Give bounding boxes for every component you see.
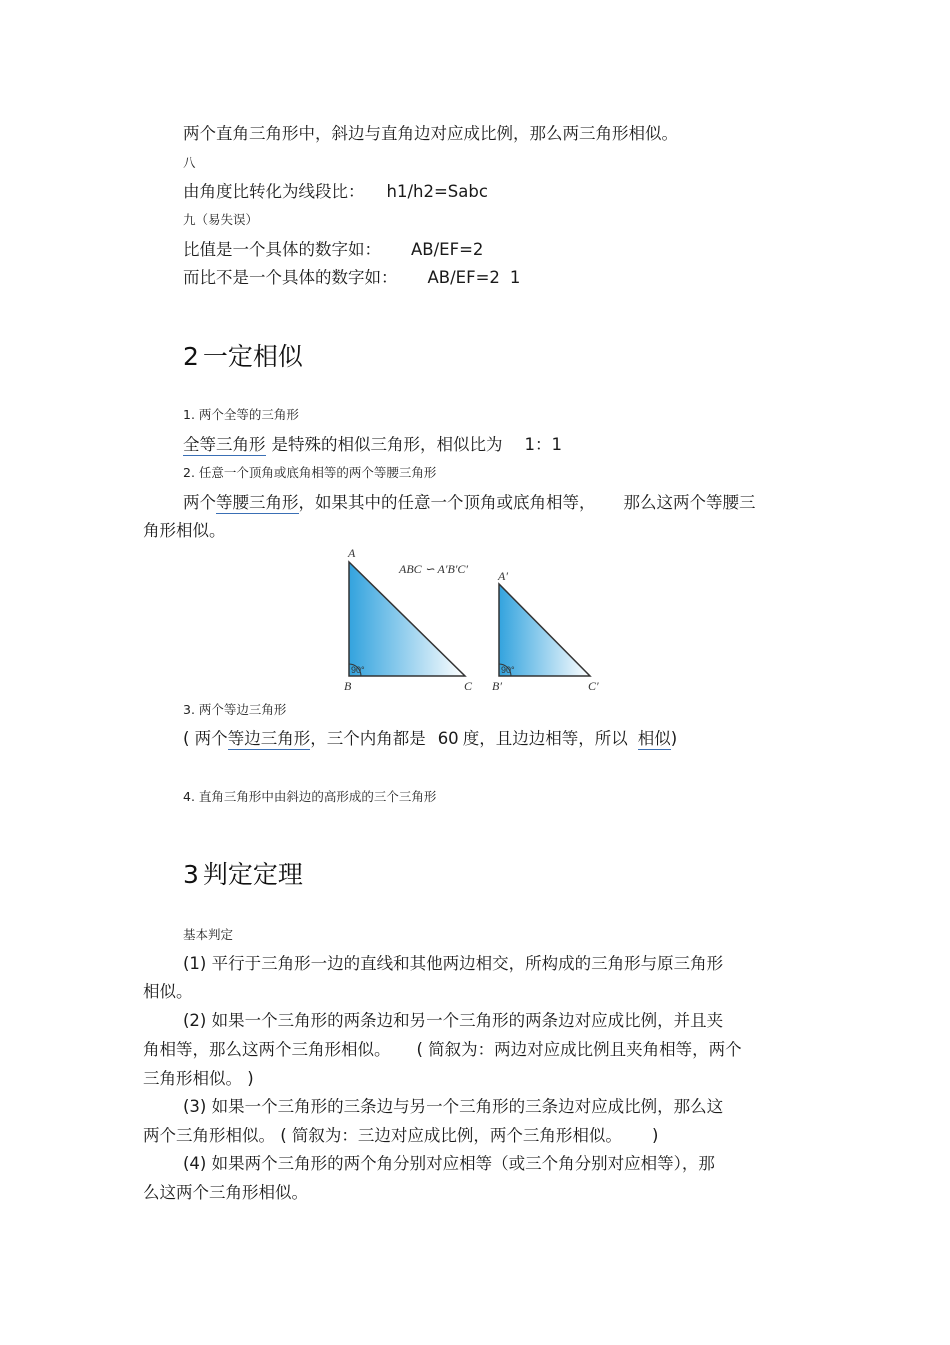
angle-ratio-text: 由角度比转化为线段比：: [183, 182, 365, 201]
vertex-label-b-prime: B′: [492, 679, 502, 693]
angle-label-abc: 90°: [351, 665, 365, 675]
section-3-heading: [183, 859, 303, 891]
item-2-pre: 两个: [183, 493, 216, 512]
congruent-triangle-link[interactable]: 全等三角形: [183, 435, 266, 454]
text-line-angle-ratio: [183, 181, 488, 203]
item-3-label: 3. 两个等边三角形: [183, 702, 287, 717]
criterion-3-b-close: ): [651, 1126, 659, 1145]
ratio-value-formula: AB/EF=2: [411, 240, 484, 259]
criterion-2-line-b: [143, 1039, 742, 1061]
similarity-caption: ABC ∽ A′B′C′: [399, 562, 469, 576]
vertex-label-a-prime: A′: [498, 569, 508, 583]
ratio-not-value-tail: 1: [509, 268, 521, 287]
triangle-abc: [349, 562, 465, 676]
label-nine: 九（易失误）: [183, 212, 259, 227]
criterion-2-line-a: (2) 如果一个三角形的两条边和另一个三角形的两条边对应成比例，并且夹: [183, 1011, 724, 1030]
criterion-4-line-b: 么这两个三角形相似。: [143, 1183, 308, 1202]
item-2-text: ，如果其中的任意一个顶角或底角相等，: [298, 493, 596, 512]
triangle-a-prime: [499, 584, 590, 676]
item-2-label: 2. 任意一个顶角或底角相等的两个等腰三角形: [183, 465, 437, 480]
vertex-label-c: C: [464, 679, 473, 693]
item-3-close: ): [670, 729, 678, 748]
section-2-title: 一定相似: [202, 342, 303, 371]
item-3-open: ( 两个: [183, 729, 228, 748]
ratio-not-value-text: 而比不是一个具体的数字如：: [183, 268, 398, 287]
criterion-1-line-a: (1) 平行于三角形一边的直线和其他两边相交，所构成的三角形与原三角形: [183, 954, 724, 973]
criterion-2-line-c: 三角形相似。 ): [143, 1069, 254, 1088]
vertex-label-c-prime: C′: [588, 679, 599, 693]
angle-ratio-formula: h1/h2=Sabc: [386, 182, 488, 201]
item-1-ratio: 1：1: [524, 435, 562, 454]
item-1-body: [183, 434, 562, 456]
item-3-body: [183, 728, 677, 750]
equilateral-triangle-link[interactable]: 等边三角形: [227, 729, 311, 748]
vertex-label-a: A: [348, 546, 356, 560]
criterion-3-line-b: [143, 1125, 658, 1147]
item-2-continuation: 角形相似。: [143, 521, 226, 540]
ratio-not-value-formula: AB/EF=2: [427, 268, 500, 287]
section-3-number: 3: [183, 860, 199, 889]
item-3-number: 60: [437, 729, 459, 748]
item-3-text: ，三个内角都是: [310, 729, 426, 748]
criterion-3-line-a: (3) 如果一个三角形的三条边与另一个三角形的三条边对应成比例，那么这: [183, 1097, 724, 1116]
criterion-2-b-text: 角相等，那么这两个三角形相似。: [143, 1040, 391, 1059]
item-1-text: 是特殊的相似三角形，相似比为: [271, 435, 503, 454]
similar-link[interactable]: 相似: [637, 729, 671, 748]
similar-triangles-figure: [340, 545, 610, 695]
criterion-3-b-text: 两个三角形相似。 ( 简叙为：三边对应成比例，两个三角形相似。: [143, 1126, 622, 1145]
item-4-label: 4. 直角三角形中由斜边的高形成的三个三角形: [183, 789, 437, 804]
section-3-title: 判定定理: [202, 860, 303, 889]
item-1-label: 1. 两个全等的三角形: [183, 407, 299, 422]
criterion-4-line-a: (4) 如果两个三角形的两个角分别对应相等（或三个角分别对应相等），那: [183, 1154, 715, 1173]
text-line-ratio-value: [183, 239, 483, 261]
isosceles-triangle-link[interactable]: 等腰三角形: [216, 493, 299, 512]
item-3-text2: 度，且边边相等，所以: [462, 729, 628, 748]
label-eight: 八: [183, 155, 196, 170]
text-line-right-triangle-rule: 两个直角三角形中，斜边与直角边对应成比例，那么两三角形相似。: [183, 124, 678, 143]
section-2-number: 2: [183, 342, 199, 371]
angle-label-a-prime: 90°: [501, 665, 515, 675]
item-2-tail: 那么这两个等腰三: [623, 493, 756, 512]
section-2-heading: [183, 341, 303, 373]
ratio-value-text: 比值是一个具体的数字如：: [183, 240, 381, 259]
text-line-ratio-not-value: [183, 267, 520, 289]
item-2-body: [183, 492, 756, 514]
vertex-label-b: B: [344, 679, 352, 693]
criterion-2-b-summary: ( 简叙为：两边对应成比例且夹角相等，两个: [416, 1040, 742, 1059]
basic-criteria-label: 基本判定: [183, 927, 234, 942]
criterion-1-line-b: 相似。: [143, 982, 193, 1001]
